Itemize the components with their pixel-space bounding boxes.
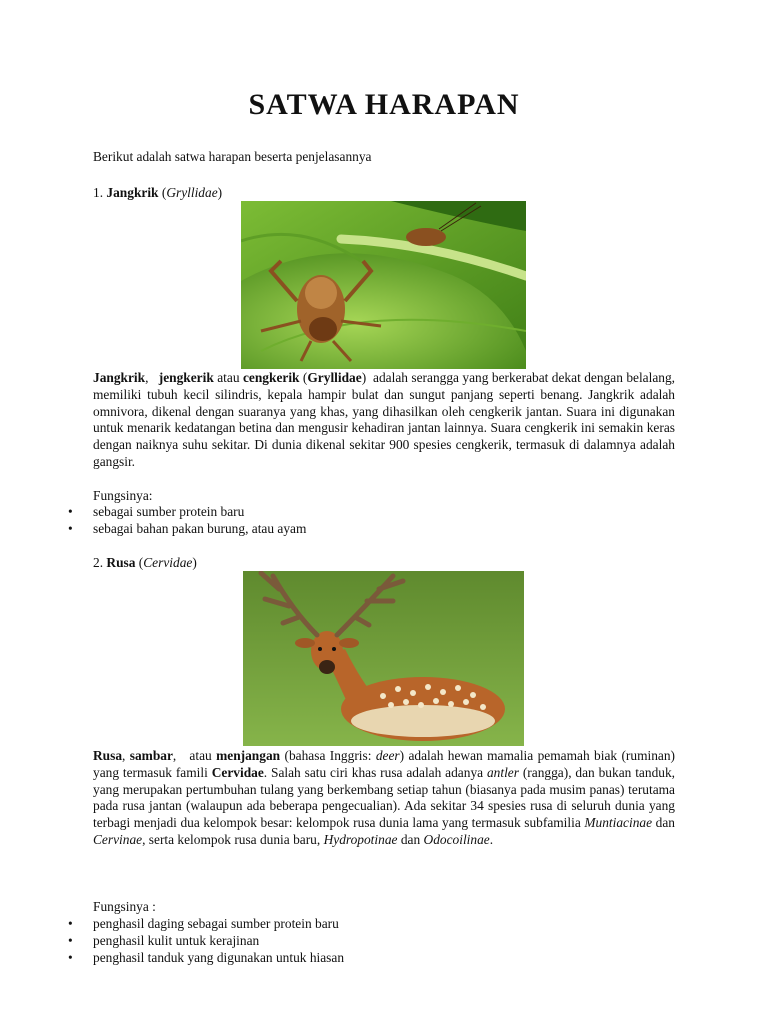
- term: cengkerik: [242, 370, 300, 385]
- term: Rusa: [93, 748, 123, 763]
- term: Hydropotinae: [323, 831, 398, 847]
- text: .: [489, 831, 494, 847]
- list-item: [68, 916, 688, 933]
- term: Odocoilinae: [423, 831, 490, 847]
- text: adalah serangga yang berkerabat dekat dengan belalang, memiliki tubuh kecil silindris, kepala hampir bulat dan sungut panjang seperti benang. Jangkrik adalah omnivora, dikenal dengan suaranya yang khas, yang dihasilkan oleh cengkerik jantan. Suara ini digunakan untuk menarik kedatangan betina dan mengusir kehadiran jantan lainnya. Suara cengkerik ini semakin keras dengan naiknya suhu sekitar. Di dunia dikenal sekitar 900 spesies cengkerik, termasuk di dalamnya adalah gangsir.: [93, 370, 676, 469]
- bullet-icon: •: [68, 949, 73, 965]
- term: sambar: [129, 748, 173, 763]
- text: atau: [217, 370, 240, 385]
- list-item-text: penghasil kulit untuk kerajinan: [93, 932, 260, 948]
- cricket-photo: [241, 201, 526, 369]
- text: (bahasa Inggris:: [284, 748, 372, 763]
- bullet-icon: •: [68, 916, 73, 931]
- section-1-fungsi-list: [68, 504, 688, 538]
- list-item: [68, 504, 688, 521]
- section-2-fungsi-list: [68, 916, 688, 966]
- text: , serta kelompok rusa dunia baru,: [142, 831, 321, 847]
- section-2-paragraph: Rusa, sambar, atau menjangan (bahasa Inggris: deer) adalah hewan mamalia pemamah biak (ruminan) yang termasuk famili Cervidae. Salah satu ciri khas rusa adalah adanya antler (rangga), dan bukan tanduk, yang merupakan pertumbuhan tulang yang berkembang setiap tahun (biasanya pada musim panas) terutama pada rusa jantan (walaupun ada beberapa pengecualian). Ada sekitar 34 spesies rusa di seluruh dunia yang terbagi menjadi dua kelompok besar: kelompok rusa dunia lama yang termasuk subfamilia Muntiacinae dan Cervinae, serta kelompok rusa dunia baru, Hydropotinae dan Odocoilinae.: [93, 748, 675, 847]
- section-1-paragraph: Jangkrik, jengkerik atau cengkerik (Gryllidae) adalah serangga yang berkerabat dekat dengan belalang, memiliki tubuh kecil silindris, kepala hampir bulat dan sungut panjang seperti benang. Jangkrik adalah omnivora, dikenal dengan suaranya yang khas, yang dihasilkan oleh cengkerik jantan. Suara ini digunakan untuk menarik kedatangan betina dan mengusir kehadiran jantan lainnya. Suara cengkerik ini semakin keras dengan naiknya suhu sekitar. Di dunia dikenal sekitar 900 spesies cengkerik, termasuk di dalamnya adalah gangsir.: [93, 370, 676, 469]
- section-number: 2.: [93, 555, 104, 570]
- section-name: Rusa: [106, 555, 136, 570]
- list-item: [68, 933, 688, 950]
- bullet-icon: •: [68, 520, 73, 536]
- section-1-fungsi-label: Fungsinya:: [93, 488, 153, 503]
- term: jengkerik: [158, 370, 214, 385]
- term: deer: [375, 748, 400, 763]
- term: antler: [486, 764, 519, 780]
- list-item-text: penghasil tanduk yang digunakan untuk hiasan: [93, 949, 345, 965]
- term: menjangan: [216, 748, 281, 763]
- list-item: [68, 521, 688, 538]
- section-number: 1.: [93, 185, 104, 200]
- section-latin-name: Gryllidae: [166, 185, 218, 200]
- text: . Salah satu ciri khas rusa adalah adanya: [263, 764, 484, 780]
- term: Jangkrik: [93, 370, 146, 385]
- list-item: [68, 950, 688, 967]
- text: dan: [400, 831, 421, 847]
- section-2-heading: 2. Rusa (Cervidae): [93, 555, 197, 570]
- list-item-text: sebagai bahan pakan burung, atau ayam: [93, 520, 307, 536]
- section-2-fungsi-label: Fungsinya :: [93, 899, 156, 914]
- bullet-icon: •: [68, 932, 73, 948]
- section-latin-name: Cervidae: [143, 555, 193, 570]
- page-title: SATWA HARAPAN: [248, 88, 520, 121]
- text: ) adalah hewan mamalia pemamah biak (ruminan) yang termasuk famili: [93, 748, 675, 780]
- deer-photo: [243, 571, 524, 746]
- text: dan: [655, 815, 675, 831]
- bullet-icon: •: [68, 504, 73, 519]
- list-item-text: penghasil daging sebagai sumber protein baru: [93, 916, 339, 931]
- list-item-text: sebagai sumber protein baru: [93, 504, 245, 519]
- section-name: Jangkrik: [106, 185, 159, 200]
- term: Cervidae: [211, 764, 264, 780]
- section-1-heading: 1. Jangkrik (Gryllidae): [93, 185, 223, 200]
- term: Cervinae: [93, 831, 143, 847]
- intro-text: Berikut adalah satwa harapan beserta penjelasannya: [93, 149, 372, 164]
- term: Muntiacinae: [584, 815, 653, 831]
- text: (rangga), dan bukan tanduk, yang merupakan pertumbuhan tulang yang berkembang setiap tahun (biasanya pada musim panas) terutama pada rusa jantan (walaupun ada beberapa pengecualian). Ada sekitar 34 spesies rusa di seluruh dunia yang terbagi menjadi dua kelompok besar: kelompok rusa dunia lama yang termasuk subfamilia: [93, 764, 675, 831]
- text: atau: [189, 748, 212, 763]
- term: Gryllidae: [307, 370, 362, 385]
